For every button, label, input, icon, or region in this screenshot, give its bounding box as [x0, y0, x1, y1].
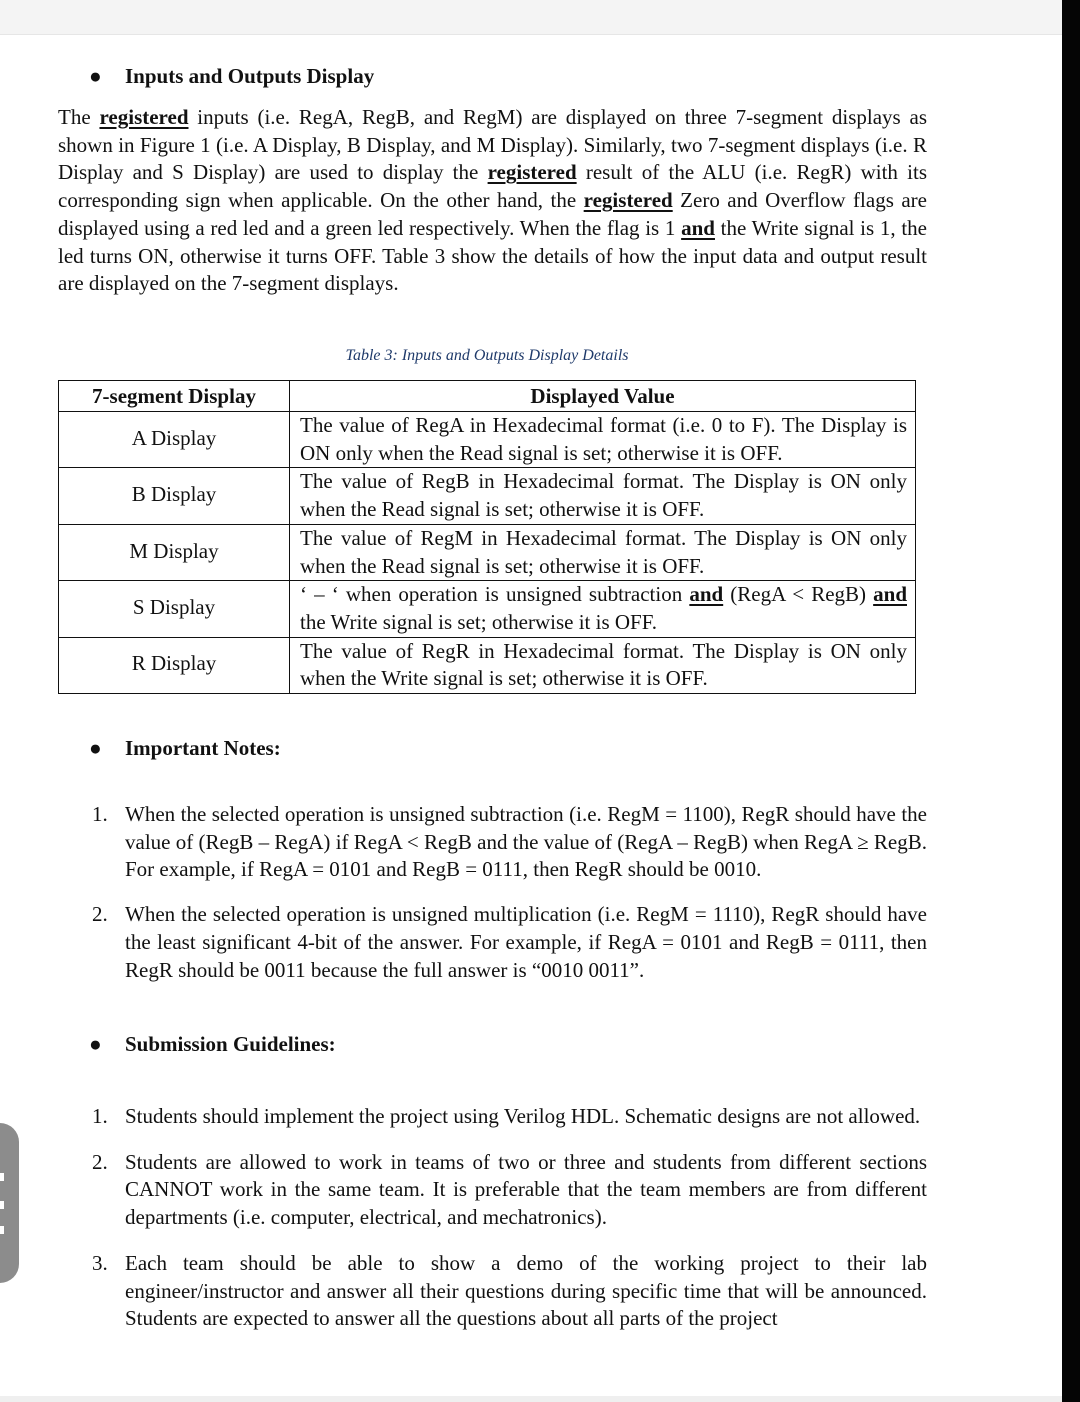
table-row [59, 524, 916, 580]
table-row [59, 412, 916, 468]
emphasis-and: and [689, 582, 724, 607]
list-item [58, 801, 927, 884]
bullet-icon: ● [89, 64, 102, 88]
list-item-text: Each team should be able to show a demo of the working project to their lab engineer/instructor and answer all their questions during specific time that will be announced. Students are expected to answer all the questions about all parts of the project [125, 1250, 927, 1331]
display-name-cell [59, 468, 290, 524]
list-item-text: When the selected operation is unsigned subtraction (i.e. RegM = 1100), RegR should have the value of (RegB – RegA) if RegA < RegB and the value of (RegA – RegB) when RegA ≥ RegB. For example, if RegA = 0101 and RegB = 0111, then RegR should be 0010. [125, 802, 927, 882]
bullet-icon: ● [89, 1032, 102, 1056]
list-number: 1. [92, 1104, 108, 1128]
notes-heading-text: Important Notes: [125, 736, 281, 760]
value-text: the Write signal is set; otherwise it is OFF. [300, 609, 657, 634]
list-number: 2. [92, 902, 108, 927]
display-value-cell [290, 581, 916, 637]
display-name: B Display [131, 482, 217, 507]
table-caption: Table 3: Inputs and Outputs Display Details [345, 347, 629, 364]
emphasis-registered: registered [487, 160, 577, 185]
submission-guidelines-list [58, 1103, 927, 1333]
table-row [59, 637, 916, 693]
list-item [58, 1103, 927, 1131]
guidelines-heading-text: Submission Guidelines: [125, 1032, 336, 1056]
column-header-display: 7-segment Display [59, 381, 290, 412]
display-name-cell [59, 637, 290, 693]
bottom-band [0, 1396, 1062, 1402]
paragraph-text: Zero and Overflow flags are displayed using a red led and a green led respectively. When the flag is 1 [58, 188, 927, 240]
display-value-cell: The value of RegB in Hexadecimal format. The Display is ON only when the Read signal is set; otherwise it is OFF. [290, 468, 916, 524]
display-name: A Display [131, 425, 217, 450]
emphasis-registered: registered [99, 105, 189, 129]
column-header-value: Displayed Value [290, 381, 916, 412]
table-header-row [59, 381, 916, 412]
display-name: M Display [129, 538, 219, 563]
value-text: ‘ – ‘ when operation is unsigned subtraction [300, 582, 690, 607]
emphasis-and: and [681, 215, 715, 240]
display-details-table [58, 380, 916, 694]
paragraph-text: The [58, 105, 100, 129]
io-paragraph [58, 104, 927, 298]
display-name: S Display [132, 595, 216, 620]
emphasis-registered: registered [583, 188, 673, 213]
list-item-text: Students are allowed to work in teams of two or three and students from different sections CANNOT work in the same team. It is preferable that the team members are from different departments (i.e. computer, electrical, and mechatronics). [125, 1149, 927, 1230]
paragraph-text: the Write signal is 1, the led turns ON, otherwise it turns OFF. Table 3 show the details of how the input data and output result are displayed on the 7-segment displays. [58, 215, 927, 296]
list-item-text: Students should implement the project using Verilog HDL. Schematic designs are not allowed. [125, 1104, 921, 1128]
list-item [58, 901, 927, 984]
side-pull-handle[interactable] [0, 1123, 19, 1283]
handle-grip-mark [0, 1201, 4, 1209]
handle-grip-mark [0, 1226, 4, 1234]
list-number: 1. [92, 802, 108, 826]
display-value-cell: The value of RegM in Hexadecimal format. The Display is ON only when the Read signal is set; otherwise it is OFF. [290, 524, 916, 580]
display-name-cell [59, 581, 290, 637]
io-heading-text: Inputs and Outputs Display [125, 64, 375, 88]
list-number: 3. [92, 1250, 108, 1275]
display-name-cell [59, 524, 290, 580]
scrollbar-track[interactable] [1062, 0, 1080, 1402]
table-row [59, 581, 916, 637]
handle-grip-mark [0, 1173, 4, 1181]
value-text: (RegA < RegB) [723, 582, 874, 607]
list-number: 2. [92, 1149, 108, 1174]
table-row [59, 468, 916, 524]
emphasis-and: and [873, 582, 907, 607]
display-value-cell: The value of RegR in Hexadecimal format. The Display is ON only when the Write signal is set; otherwise it is OFF. [290, 637, 916, 693]
display-name-cell [59, 412, 290, 468]
important-notes-list [58, 801, 927, 984]
display-value-cell: The value of RegA in Hexadecimal format (i.e. 0 to F). The Display is ON only when the Read signal is set; otherwise it is OFF. [290, 412, 916, 468]
paragraph-text: inputs (i.e. RegA, RegB, and RegM) are displayed on three 7-segment displays as shown in Figure 1 (i.e. A Display, B Display, and M Display). Similarly, two 7-segment displays (i.e. R Display and S Display) are used to display the [58, 105, 927, 185]
list-item-text: When the selected operation is unsigned multiplication (i.e. RegM = 1110), RegR should have the least significant 4-bit of the answer. For example, if RegA = 0101 and RegB = 0111, then RegR should be 0011 because the full answer is “0010 0011”. [125, 902, 927, 982]
bullet-icon: ● [89, 736, 102, 760]
top-band [0, 0, 1062, 35]
paragraph-text: result of the ALU (i.e. RegR) with its corresponding sign when applicable. On the other hand, the [58, 160, 927, 213]
display-name: R Display [131, 651, 217, 676]
list-item [58, 1149, 927, 1232]
list-item [58, 1250, 927, 1333]
